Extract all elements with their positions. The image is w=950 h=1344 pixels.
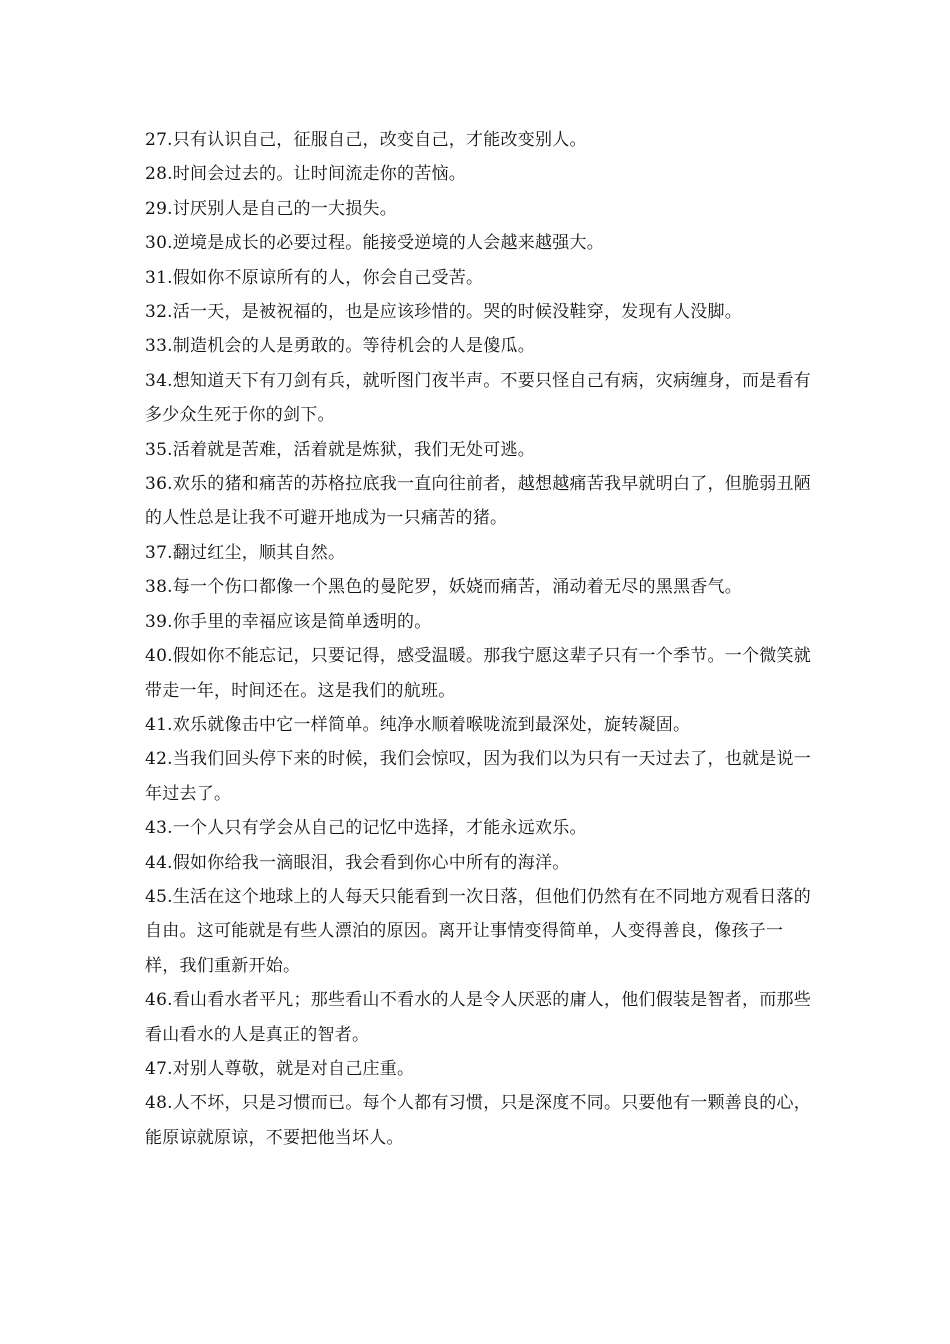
quote-item-40: 40.假如你不能忘记，只要记得，感受温暖。那我宁愿这辈子只有一个季节。一个微笑就带走一年，时间还在。这是我们的航班。 xyxy=(145,646,812,701)
quote-list xyxy=(145,123,817,1155)
quote-item-28: 28.时间会过去的。让时间流走你的苦恼。 xyxy=(145,164,467,185)
quote-item-29: 29.讨厌别人是自己的一大损失。 xyxy=(145,198,398,219)
quote-item-48: 48.人不坏，只是习惯而已。每个人都有习惯，只是深度不同。只要他有一颗善良的心，能原谅就原谅，不要把他当坏人。 xyxy=(145,1093,812,1148)
quote-item-42: 42.当我们回头停下来的时候，我们会惊叹，因为我们以为只有一天过去了，也就是说一年过去了。 xyxy=(145,749,812,804)
quote-item-30: 30.逆境是成长的必要过程。能接受逆境的人会越来越强大。 xyxy=(145,233,605,254)
quote-item-34: 34.想知道天下有刀剑有兵，就听图门夜半声。不要只怪自己有病，灾病缠身，而是看有多少众生死于你的剑下。 xyxy=(145,370,812,426)
quote-item-31: 31.假如你不原谅所有的人，你会自己受苦。 xyxy=(145,267,484,288)
quote-item-37: 37.翻过红尘，顺其自然。 xyxy=(145,542,346,563)
quote-item-46: 46.看山看水者平凡；那些看山不看水的人是令人厌恶的庸人，他们假装是智者，而那些看山看水的人是真正的智者。 xyxy=(145,990,812,1045)
quote-item-36: 36.欢乐的猪和痛苦的苏格拉底我一直向往前者，越想越痛苦我早就明白了，但脆弱丑陋的人性总是让我不可避开地成为一只痛苦的猪。 xyxy=(145,474,812,529)
quote-item-47: 47.对别人尊敬，就是对自己庄重。 xyxy=(145,1058,415,1079)
quote-item-27: 27.只有认识自己，征服自己，改变自己，才能改变别人。 xyxy=(145,130,587,150)
quote-item-44: 44.假如你给我一滴眼泪，我会看到你心中所有的海洋。 xyxy=(145,852,570,873)
quote-item-45: 45.生活在这个地球上的人每天只能看到一次日落，但他们仍然有在不同地方观看日落的自由。这可能就是有些人漂泊的原因。离开让事情变得简单，人变得善良，像孩子一样，我们重新开始。 xyxy=(145,886,812,976)
quote-item-33: 33.制造机会的人是勇敢的。等待机会的人是傻瓜。 xyxy=(145,336,536,357)
quote-item-41: 41.欢乐就像击中它一样简单。纯净水顺着喉咙流到最深处，旋转凝固。 xyxy=(145,714,691,735)
quote-item-38: 38.每一个伤口都像一个黑色的曼陀罗，妖娆而痛苦，涌动着无尽的黑黑香气。 xyxy=(145,577,743,598)
quote-item-43: 43.一个人只有学会从自己的记忆中选择，才能永远欢乐。 xyxy=(145,818,587,839)
quote-item-32: 32.活一天，是被祝福的，也是应该珍惜的。哭的时候没鞋穿，发现有人没脚。 xyxy=(145,302,743,323)
quote-item-39: 39.你手里的幸福应该是简单透明的。 xyxy=(145,611,432,632)
quote-item-35: 35.活着就是苦难，活着就是炼狱，我们无处可逃。 xyxy=(145,439,536,460)
